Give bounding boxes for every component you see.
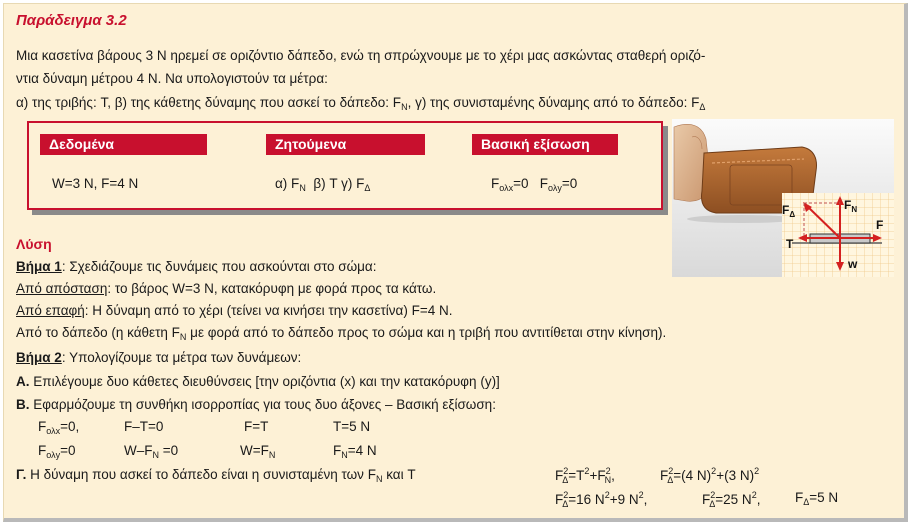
eq-r2-c4: $F_N=4$ N	[333, 443, 377, 460]
label-f-delta: $F_\Delta$	[782, 203, 796, 219]
g-eq-1: $F^2_\Delta=T^2+F^2_N$,	[555, 466, 615, 485]
contact-line: Από επαφή: Η δύναμη από το χέρι (τείνει να κινήσει την κασετίνα) F=4 N.	[16, 303, 453, 318]
given-value: W=3 N, F=4 N	[52, 176, 139, 191]
solution-heading: Λύση	[16, 236, 52, 252]
label-w: w	[848, 257, 858, 271]
wanted-header: Ζητούμενα	[266, 134, 425, 155]
label-f: F	[876, 218, 884, 232]
intro-line-1: Μια κασετίνα βάρους 3 N ηρεμεί σε οριζόντιο δάπεδο, ενώ τη σπρώχνουμε με το χέρι μας ασκώντας σταθερή οριζό-	[16, 48, 706, 63]
step1-line: Βήμα 1: Σχεδιάζουμε τις δυνάμεις που ασκούνται στο σώμα:	[16, 259, 377, 274]
example-panel	[3, 3, 908, 522]
g-eq-4: $F^2_\Delta=25$ $N^2$,	[702, 490, 761, 509]
pencil-case-figure	[672, 119, 894, 277]
eq-r2-c3: $W=F_N$	[240, 443, 276, 460]
intro-line-2: ντια δύναμη μέτρου 4 N. Να υπολογιστούν τα μέτρα:	[16, 71, 328, 86]
eq-r1-c1: $F_{o\lambda x}=0$,	[38, 419, 80, 436]
step2-line: Βήμα 2: Υπολογίζουμε τα μέτρα των δυνάμεων:	[16, 350, 302, 365]
data-box	[27, 121, 663, 210]
example-title: Παράδειγμα 3.2	[16, 12, 127, 29]
eq-r1-c4: T=5 N	[333, 419, 371, 434]
pencil-case-photo	[672, 119, 894, 277]
equation-header: Βασική εξίσωση	[472, 134, 618, 155]
eq-r1-c2: F–T=0	[124, 419, 164, 434]
eq-r1-c3: F=T	[244, 419, 269, 434]
g-eq-2: $F^2_\Delta=(4$ N)$^2$+(3 N)$^2$	[660, 466, 760, 485]
wanted-value: α) $F_N$ β) T γ) $F_\Delta$	[275, 176, 371, 193]
g-eq-5: $F_\Delta=5$ N	[795, 490, 839, 507]
eq-r2-c1: $F_{o\lambda y}=0$	[38, 443, 76, 460]
intro-line-3: α) της τριβής: T, β) της κάθετης δύναμης που ασκεί το δάπεδο: $F_N$, γ) της συνισταμένης δύναμης από το δάπεδο: $F_\Delta$	[16, 95, 706, 112]
label-f-n: $F_N$	[844, 198, 858, 214]
given-header: Δεδομένα	[40, 134, 207, 155]
eq-r2-c2: $W-F_N =0$	[124, 443, 179, 460]
point-b: Β. Εφαρμόζουμε τη συνθήκη ισορροπίας για τους δυο άξονες – Βασική εξίσωση:	[16, 397, 496, 412]
label-t: T	[786, 237, 794, 251]
distance-line: Από απόσταση: το βάρος W=3 N, κατακόρυφη με φορά προς τα κάτω.	[16, 281, 437, 296]
point-g: Γ. Η δύναμη που ασκεί το δάπεδο είναι η συνισταμένη των $F_N$ και T	[16, 467, 416, 484]
floor-line: Από το δάπεδο (η κάθετη $F_N$ με φορά από το δάπεδο προς το σώμα και η τριβή που αντιτίθεται στην κίνηση).	[16, 325, 667, 342]
equation-value: $F_{o\lambda x}=0$ $F_{o\lambda y}=0$	[491, 176, 578, 193]
g-eq-3: $F^2_\Delta=16$ $N^2+9$ $N^2$,	[555, 490, 648, 509]
point-a: Α. Επιλέγουμε δυο κάθετες διευθύνσεις [την οριζόντια (x) και την κατακόρυφη (y)]	[16, 374, 500, 389]
